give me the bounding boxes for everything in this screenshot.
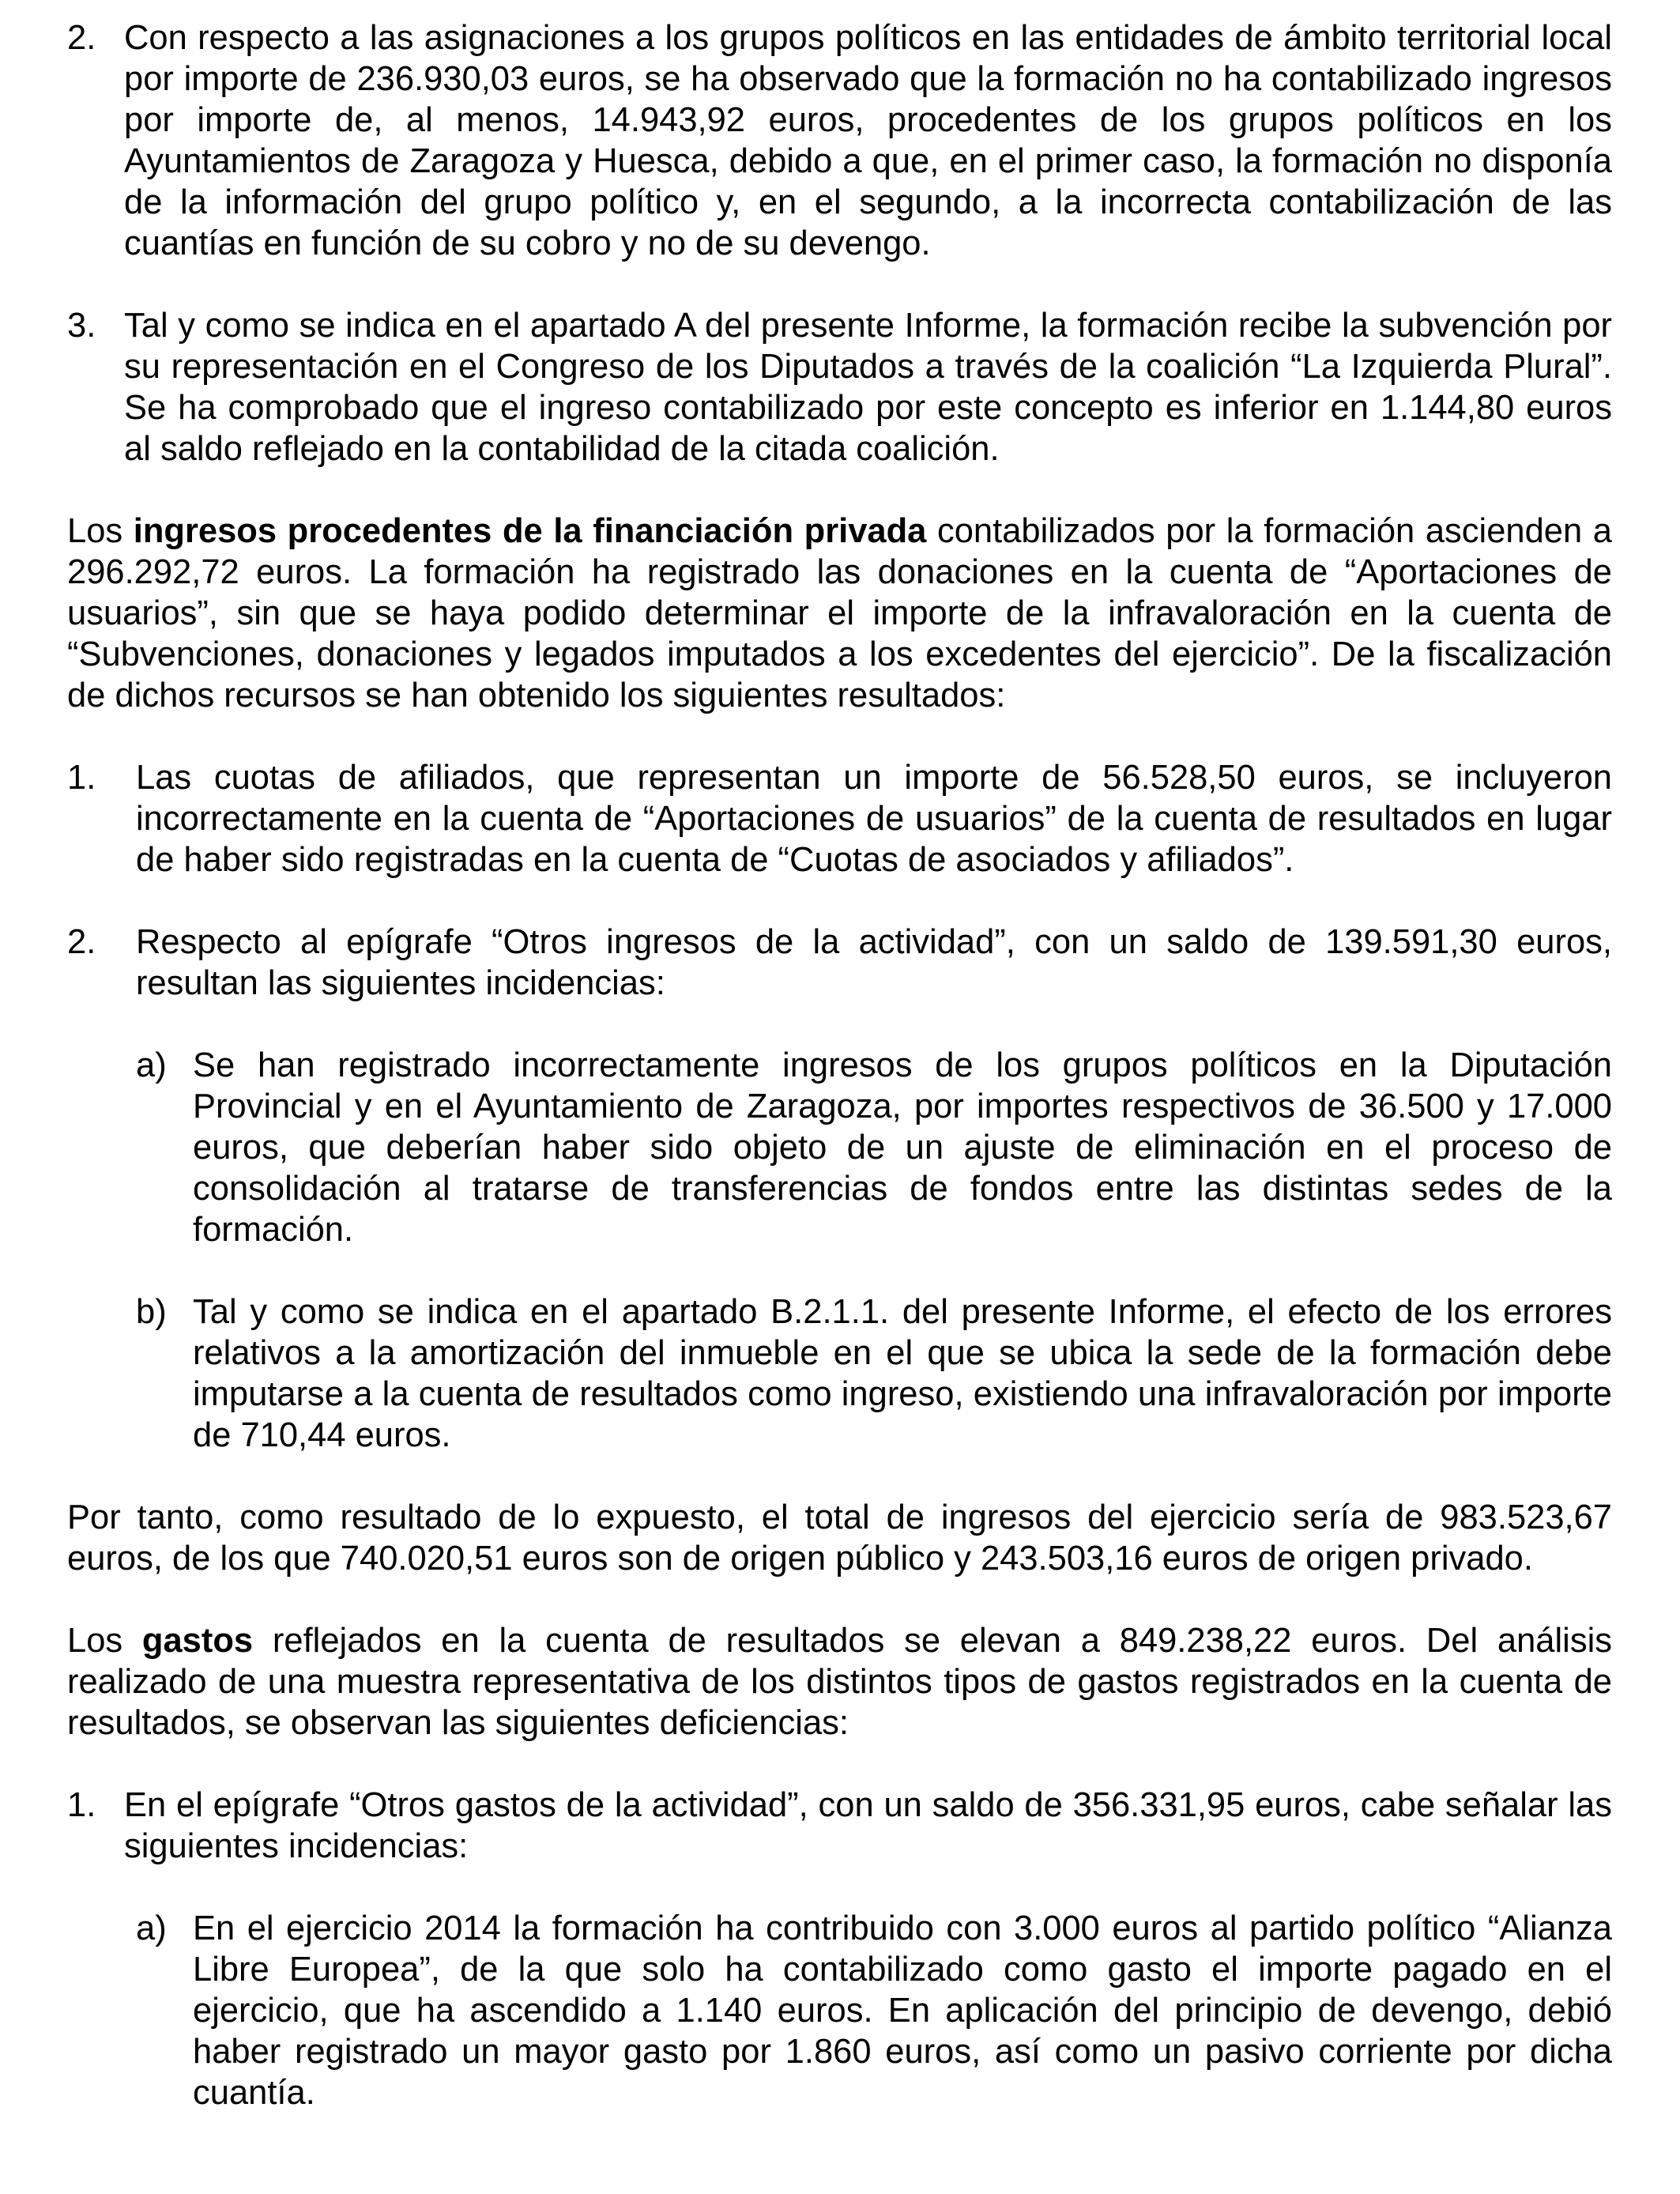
paragraph-private-income: Los ingresos procedentes de la financiación privada contabilizados por la formación ascienden a 296.292,72 euros. La formación ha registrado las donaciones en la cuenta de “Aportaciones de usuarios”, sin que se haya podido determinar el importe de la infravaloración en la cuenta de “Subvenciones, donaciones y legados imputados a los excedentes del ejercicio”. De la fiscalización de dichos recursos se han obtenido los siguientes resultados: xyxy=(67,512,1612,714)
list-item-1 xyxy=(67,1785,1612,1867)
list-item-2 xyxy=(67,17,1612,264)
list-marker: 3. xyxy=(67,307,96,345)
list-marker: a) xyxy=(136,1909,167,1947)
list-marker: b) xyxy=(136,1293,167,1331)
list-item-text: En el epígrafe “Otros gastos de la actividad”, con un saldo de 356.331,95 euros, cabe señalar las siguientes incidencias: xyxy=(124,1786,1612,1865)
list-item-text: En el ejercicio 2014 la formación ha contribuido con 3.000 euros al partido político “Alianza Libre Europea”, de la que solo ha contabilizado como gasto el importe pagado en el ejercicio, que ha ascendido a 1.140 euros. En aplicación del principio de devengo, debió haber registrado un mayor gasto por 1.860 euros, así como un pasivo corriente por dicha cuantía. xyxy=(193,1909,1612,2112)
sub-item-a xyxy=(136,1908,1612,2113)
list-item-text: Respecto al epígrafe “Otros ingresos de la actividad”, con un saldo de 139.591,30 euros, resultan las siguientes incidencias: xyxy=(136,923,1612,1002)
list-item-1 xyxy=(67,757,1612,880)
list-item-text: Tal y como se indica en el apartado A del presente Informe, la formación recibe la subvención por su representación en el Congreso de los Diputados a través de la coalición “La Izquierda Plural”. Se ha comprobado que el ingreso contabilizado por este concepto es inferior en 1.144,80 euros al saldo reflejado en la contabilidad de la citada coalición. xyxy=(124,307,1612,468)
bold-term: ingresos procedentes de la financiación privada xyxy=(133,512,927,550)
list-item-2 xyxy=(67,922,1612,1004)
list-item-text: Con respecto a las asignaciones a los grupos políticos en las entidades de ámbito territorial local por importe de 236.930,03 euros, se ha observado que la formación no ha contabilizado ingresos por importe de, al menos, 14.943,92 euros, procedentes de los grupos políticos en los Ayuntamientos de Zaragoza y Huesca, debido a que, en el primer caso, la formación no disponía de la información del grupo político y, en el segundo, a la incorrecta contabilización de las cuantías en función de su cobro y no de su devengo. xyxy=(124,19,1612,262)
list-item-text: Tal y como se indica en el apartado B.2.1.1. del presente Informe, el efecto de los errores relativos a la amortización del inmueble en el que se ubica la sede de la formación debe imputarse a la cuenta de resultados como ingreso, existiendo una infravaloración por importe de 710,44 euros. xyxy=(193,1293,1612,1454)
paragraph-total-income: Por tanto, como resultado de lo expuesto, el total de ingresos del ejercicio sería de 983.523,67 euros, de los que 740.020,51 euros son de origen público y 243.503,16 euros de origen privado. xyxy=(67,1498,1612,1578)
bold-term: gastos xyxy=(141,1622,254,1660)
list-item-3 xyxy=(67,305,1612,469)
list-marker: 1. xyxy=(67,1786,96,1824)
sub-item-a xyxy=(136,1045,1612,1250)
list-marker: 2. xyxy=(67,923,96,961)
list-marker: a) xyxy=(136,1046,167,1084)
list-item-text: Se han registrado incorrectamente ingresos de los grupos políticos en la Diputación Provincial y en el Ayuntamiento de Zaragoza, por importes respectivos de 36.500 y 17.000 euros, que deberían haber sido objeto de un ajuste de eliminación en el proceso de consolidación al tratarse de transferencias de fondos entre las distintas sedes de la formación. xyxy=(193,1046,1612,1249)
list-marker: 2. xyxy=(67,19,96,57)
document-page xyxy=(67,17,1612,2113)
paragraph-expenses: Los gastos reflejados en la cuenta de resultados se elevan a 849.238,22 euros. Del análisis realizado de una muestra representativa de los distintos tipos de gastos registrados en la cuenta de resultados, se observan las siguientes deficiencias: xyxy=(67,1622,1612,1742)
list-marker: 1. xyxy=(67,759,96,797)
sub-item-b xyxy=(136,1291,1612,1456)
list-item-text: Las cuotas de afiliados, que representan un importe de 56.528,50 euros, se incluyeron incorrectamente en la cuenta de “Aportaciones de usuarios” de la cuenta de resultados en lugar de haber sido registradas en la cuenta de “Cuotas de asociados y afiliados”. xyxy=(136,759,1612,879)
